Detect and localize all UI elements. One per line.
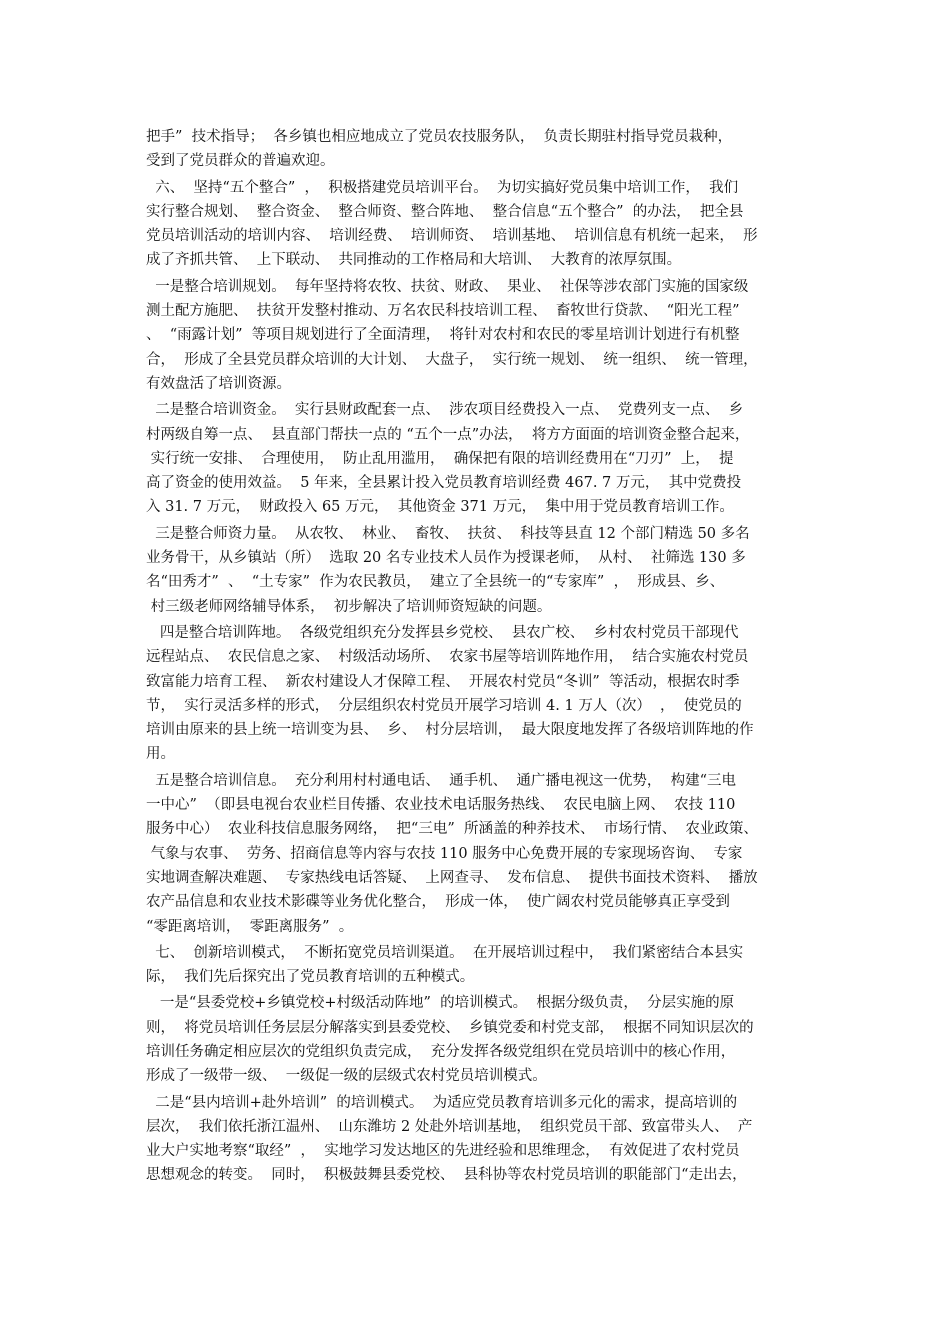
text-line: 一是整合培训规划。 每年坚持将农牧、扶贫、财政、 果业、 社保等涉农部门实施的国家级 bbox=[146, 278, 749, 295]
paragraph bbox=[146, 125, 814, 174]
text-line: 则， 将党员培训任务层层分解落实到县委党校、 乡镇党委和村党支部， 根据不同知识层次的 bbox=[146, 1019, 754, 1036]
text-line: “零距离培训， 零距离服务” 。 bbox=[146, 918, 354, 935]
text-line: 党员培训活动的培训内容、 培训经费、 培训师资、 培训基地、 培训信息有机统一起来， 形 bbox=[146, 228, 758, 245]
text-line: 层次， 我们依托浙江温州、 山东潍坊 2 处赴外培训基地， 组织党员干部、致富带头人、 产 bbox=[146, 1118, 753, 1135]
text-line: 村两级自筹一点、 县直部门帮扶一点的 “五个一点”办法， 将方方面面的培训资金整合起来， bbox=[146, 426, 750, 443]
text-line: 农产品信息和农业技术影碟等业务优化整合， 形成一体， 使广阔农村党员能够真正享受到 bbox=[146, 894, 730, 911]
paragraph bbox=[146, 398, 814, 519]
document-body bbox=[146, 125, 814, 1188]
text-line: 测土配方施肥、 扶贫开发整村推动、万名农民科技培训工程、 畜牧世行贷款、 “阳光工程” bbox=[146, 303, 740, 320]
text-line: 用。 bbox=[146, 746, 175, 763]
text-line: 二是整合培训资金。 实行县财政配套一点、 涉农项目经费投入一点、 党费列支一点、 乡 bbox=[146, 402, 744, 419]
text-line: 一是“县委党校+乡镇党校+村级活动阵地” 的培训模式。 根据分级负责， 分层实施的原 bbox=[146, 995, 735, 1012]
text-line: 远程站点、 农民信息之家、 村级活动场所、 农家书屋等培训阵地作用， 结合实施农村党员 bbox=[146, 649, 749, 666]
paragraph bbox=[146, 1091, 814, 1188]
text-line: 把手” 技术指导； 各乡镇也相应地成立了党员农技服务队， 负责长期驻村指导党员栽种， bbox=[146, 129, 733, 145]
text-line: 三是整合师资力量。 从农牧、 林业、 畜牧、 扶贫、 科技等县直 12 个部门精选 50 多名 bbox=[146, 525, 750, 542]
paragraph bbox=[146, 176, 814, 273]
text-line: 受到了党员群众的普遍欢迎。 bbox=[146, 153, 335, 170]
paragraph bbox=[146, 522, 814, 619]
text-line: 村三级老师网络辅导体系， 初步解决了培训师资短缺的问题。 bbox=[146, 598, 552, 615]
text-line: 、 “雨露计划” 等项目规划进行了全面清理， 将针对农村和农民的零星培训计划进行有机整 bbox=[146, 327, 740, 344]
text-line: 成了齐抓共管、 上下联动、 共同推动的工作格局和大培训、 大教育的浓厚氛围。 bbox=[146, 252, 682, 269]
paragraph bbox=[146, 941, 814, 990]
text-line: 气象与农事、 劳务、招商信息等内容与农技 110 服务中心免费开展的专家现场咨询、 专家 bbox=[146, 845, 743, 862]
text-line: 六、 坚持“五个整合” ， 积极搭建党员培训平台。 为切实搞好党员集中培训工作， 我们 bbox=[146, 179, 739, 196]
text-line: 入 31. 7 万元， 财政投入 65 万元， 其他资金 371 万元， 集中用于党员教育培训工作。 bbox=[146, 499, 734, 516]
text-line: 七、 创新培训模式， 不断拓宽党员培训渠道。 在开展培训过程中， 我们紧密结合本县实 bbox=[146, 944, 744, 961]
text-line: 实行整合规划、 整合资金、 整合师资、整合阵地、 整合信息“五个整合” 的办法， 把全县 bbox=[146, 203, 744, 220]
text-line: 致富能力培育工程、 新农村建设人才保障工程、 开展农村党员“冬训” 等活动，根据农时季 bbox=[146, 673, 740, 690]
text-line: 培训由原来的县上统一培训变为县、 乡、 村分层培训， 最大限度地发挥了各级培训阵地的作 bbox=[146, 722, 754, 739]
text-line: 一中心” （即县电视台农业栏目传播、农业技术电话服务热线、 农民电脑上网、 农技 110 bbox=[146, 797, 736, 814]
text-line: 节， 实行灵活多样的形式， 分层组织农村党员开展学习培训 4. 1 万人（次） ， 使党员的 bbox=[146, 697, 742, 714]
paragraph bbox=[146, 991, 814, 1088]
text-line: 合， 形成了全县党员群众培训的大计划、 大盘子， 实行统一规划、 统一组织、 统一管理， bbox=[146, 351, 758, 368]
text-line: 培训任务确定相应层次的党组织负责完成， 充分发挥各级党组织在党员培训中的核心作用， bbox=[146, 1043, 736, 1060]
text-line: 五是整合培训信息。 充分利用村村通电话、 通手机、 通广播电视这一优势， 构建“三电 bbox=[146, 772, 737, 789]
text-line: 形成了一级带一级、 一级促一级的层级式农村党员培训模式。 bbox=[146, 1068, 547, 1085]
text-line: 实地调查解决难题、 专家热线电话答疑、 上网查寻、 发布信息、 提供书面技术资料、 播放 bbox=[146, 869, 758, 886]
text-line: 实行统一安排、 合理使用， 防止乱用滥用， 确保把有限的培训经费用在“刀刃” 上， 提 bbox=[146, 450, 734, 467]
text-line: 高了资金的使用效益。 5 年来，全县累计投入党员教育培训经费 467. 7 万元， 其中党费投 bbox=[146, 475, 742, 492]
text-line: 思想观念的转变。 同时， 积极鼓舞县委党校、 县科协等农村党员培训的职能部门“走出去， bbox=[146, 1167, 747, 1184]
text-line: 业务骨干，从乡镇站（所） 选取 20 名专业技术人员作为授课老师， 从村、 社筛选 130 多 bbox=[146, 550, 746, 567]
text-line: 际， 我们先后探究出了党员教育培训的五种模式。 bbox=[146, 969, 475, 986]
text-line: 四是整合培训阵地。 各级党组织充分发挥县乡党校、 县农广校、 乡村农村党员干部现代 bbox=[146, 624, 739, 641]
paragraph bbox=[146, 275, 814, 396]
paragraph bbox=[146, 769, 814, 939]
text-line: 服务中心） 农业科技信息服务网络， 把“三电” 所涵盖的种养技术、 市场行情、 农业政策、 bbox=[146, 821, 758, 838]
text-line: 有效盘活了培训资源。 bbox=[146, 375, 291, 392]
paragraph bbox=[146, 621, 814, 767]
text-line: 名“田秀才” 、 “土专家” 作为农民教员， 建立了全县统一的“专家库” ， 形成县、乡、 bbox=[146, 574, 725, 591]
text-line: 二是“县内培训+赴外培训” 的培训模式。 为适应党员教育培训多元化的需求，提高培训的 bbox=[146, 1094, 738, 1111]
text-line: 业大户实地考察“取经” ， 实地学习发达地区的先进经验和思维理念， 有效促进了农村党员 bbox=[146, 1143, 740, 1160]
